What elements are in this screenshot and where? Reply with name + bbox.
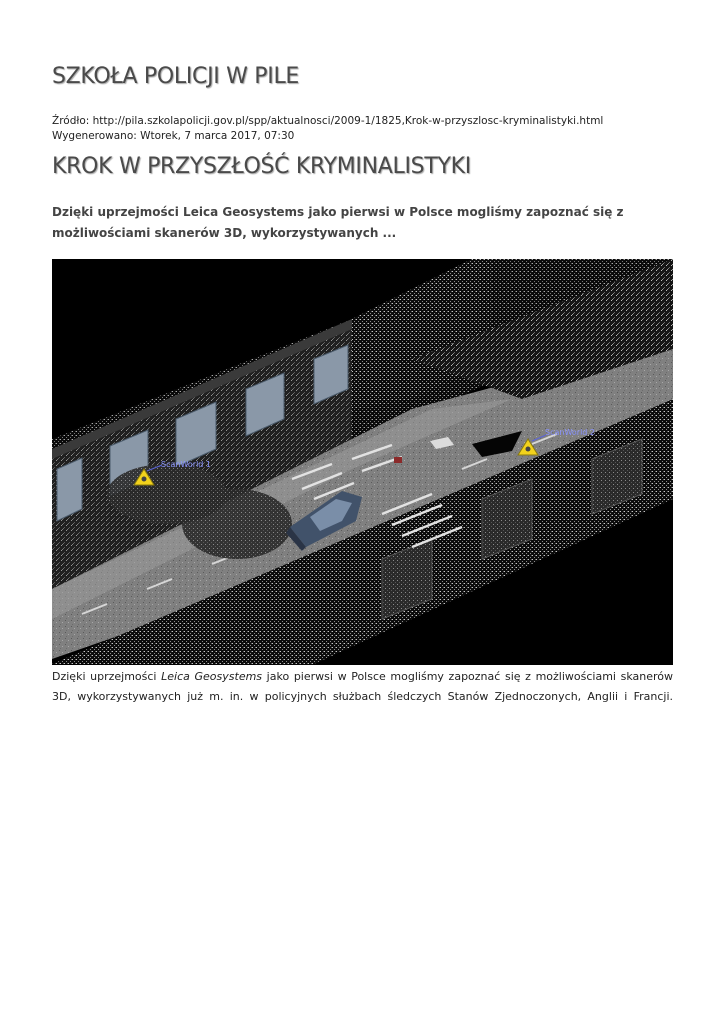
scanworld-1-label: ScanWorld 1: [161, 460, 212, 469]
evidence-marker: [394, 457, 402, 463]
article-lead: Dzięki uprzejmości Leica Geosystems jako pierwsi w Polsce mogliśmy zapoznać się z możliwościami skanerów 3D, wykorzystywanych ...: [52, 205, 624, 240]
scanworld-2-label: ScanWorld 2: [545, 428, 596, 437]
company-name: Leica Geosystems: [161, 670, 263, 683]
document-meta: [52, 114, 603, 143]
article-body: [52, 667, 673, 707]
source-url: Źródło: http://pila.szkolapolicji.gov.pl/spp/aktualnosci/2009-1/1825,Krok-w-przyszlosc-kryminalistyki.html: [52, 115, 604, 127]
scan-image: [52, 259, 673, 665]
article-title: KROK W PRZYSZŁOŚĆ KRYMINALISTYKI: [52, 154, 471, 179]
body-text-start: Dzięki uprzejmości: [52, 670, 162, 683]
site-title: SZKOŁA POLICJI W PILE: [52, 64, 300, 89]
generated-date: Wygenerowano: Wtorek, 7 marca 2017, 07:30: [52, 129, 295, 142]
body-text-end: jako pierwsi w Polsce mogliśmy zapoznać się z możliwościami skanerów 3D, wykorzystywanych już m. in. w policyjnych służbach śledczych Stanów Zjednoczonych, Anglii i Francji.: [52, 670, 674, 703]
